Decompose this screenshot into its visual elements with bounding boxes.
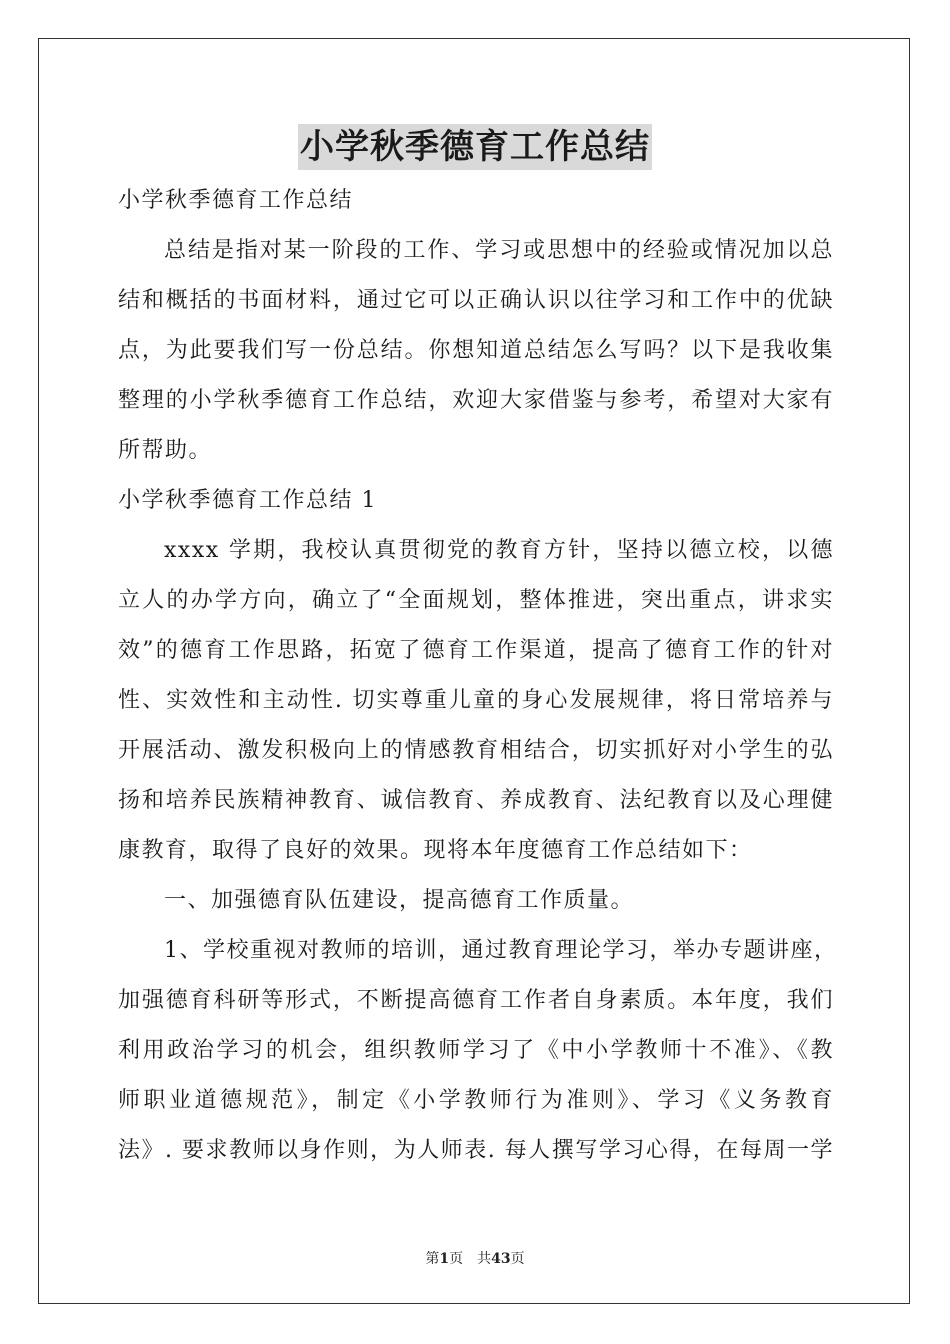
text-line: 所帮助。 xyxy=(118,438,213,463)
text-line: 加强德育科研等形式，不断提高德育工作者自身素质。本年度，我们 xyxy=(118,988,834,1013)
text-line: 一、加强德育队伍建设，提高德育工作质量。 xyxy=(164,888,635,913)
page-suffix: 页 xyxy=(449,1251,464,1267)
text-line: 法》. 要求教师以身作则，为人师表. 每人撰写学习心得，在每周一学 xyxy=(118,1138,834,1163)
document-title: 小学秋季德育工作总结 xyxy=(298,124,652,170)
total-suffix: 页 xyxy=(510,1251,525,1267)
text-line: 扬和培养民族精神教育、诚信教育、养成教育、法纪教育以及心理健 xyxy=(118,788,834,813)
page-footer xyxy=(0,1248,950,1268)
text-line: 1、学校重视对教师的培训，通过教育理论学习，举办专题讲座， xyxy=(164,938,838,963)
text-line: 整理的小学秋季德育工作总结，欢迎大家借鉴与参考，希望对大家有 xyxy=(118,388,834,413)
title-container xyxy=(0,124,950,170)
text-line: 结和概括的书面材料，通过它可以正确认识以往学习和工作中的优缺 xyxy=(118,288,834,313)
text-line: 立人的办学方向，确立了“全面规划，整体推进，突出重点，讲求实 xyxy=(118,588,834,613)
text-line: 总结是指对某一阶段的工作、学习或思想中的经验或情况加以总 xyxy=(164,238,834,263)
total-pages: 43 xyxy=(491,1251,511,1267)
page-prefix: 第 xyxy=(425,1251,440,1267)
text-line: 康教育，取得了良好的效果。现将本年度德育工作总结如下： xyxy=(118,838,753,863)
text-line: 点，为此要我们写一份总结。你想知道总结怎么写吗？以下是我收集 xyxy=(118,338,834,363)
text-line: 效”的德育工作思路，拓宽了德育工作渠道，提高了德育工作的针对 xyxy=(118,638,834,663)
total-prefix: 共 xyxy=(477,1251,492,1267)
text-line: 师职业道德规范》，制定《小学教师行为准则》、学习《义务教育 xyxy=(118,1088,834,1113)
text-line: 利用政治学习的机会，组织教师学习了《中小学教师十不准》、《教 xyxy=(118,1038,834,1063)
text-line: 开展活动、激发积极向上的情感教育相结合，切实抓好对小学生的弘 xyxy=(118,738,834,763)
document-body xyxy=(118,176,838,1176)
text-line: 性、实效性和主动性. 切实尊重儿童的身心发展规律，将日常培养与 xyxy=(118,688,834,713)
text-line: 小学秋季德育工作总结 1 xyxy=(118,488,377,513)
text-line: 小学秋季德育工作总结 xyxy=(118,188,354,213)
page-number: 1 xyxy=(439,1251,450,1267)
text-line: xxxx 学期，我校认真贯彻党的教育方针，坚持以德立校，以德 xyxy=(164,538,834,563)
